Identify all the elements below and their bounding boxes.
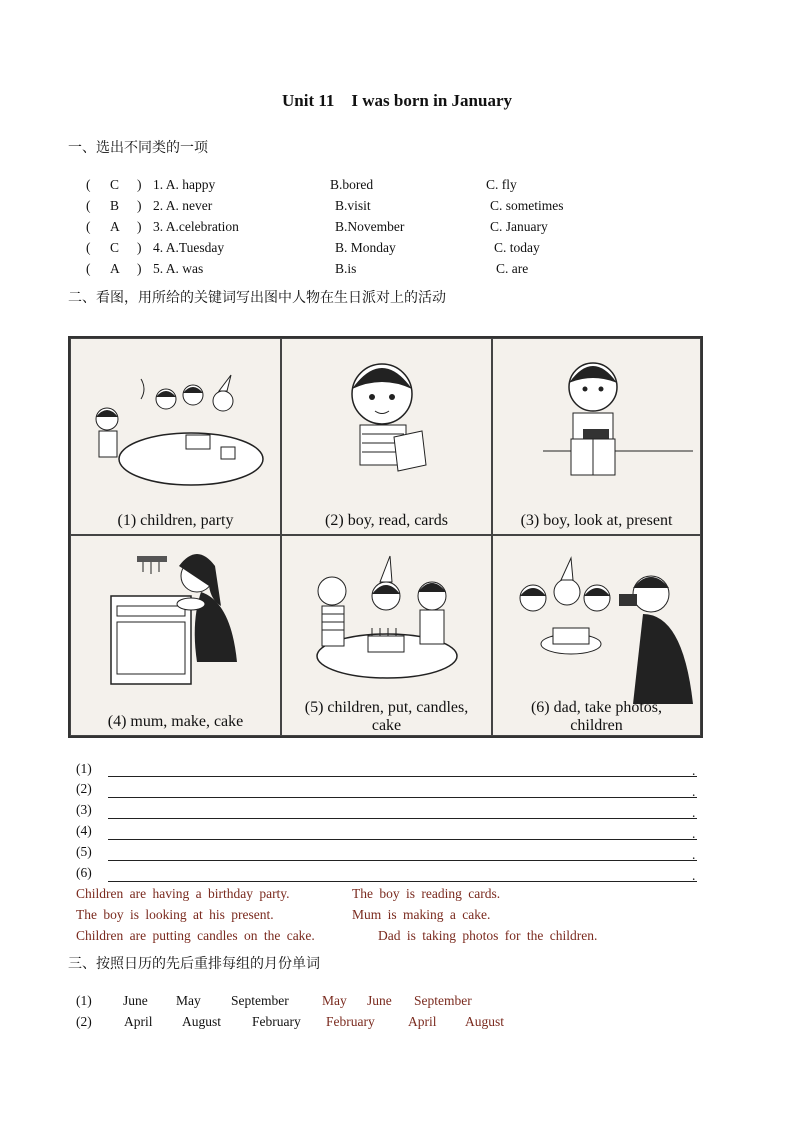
option-a: 5. A. was: [153, 261, 204, 276]
option-c: C. are: [496, 261, 529, 276]
month-word: April: [124, 1014, 153, 1029]
month-answer: August: [465, 1014, 505, 1029]
picture-2: [281, 338, 492, 535]
mum-cake-illustration: [71, 536, 281, 711]
option-b: B.visit: [335, 198, 371, 213]
answer-sentence: Children are having a birthday party.: [76, 886, 290, 901]
writing-line[interactable]: [108, 881, 697, 882]
month-answer: June: [367, 993, 392, 1008]
paren-open: (: [86, 261, 91, 276]
picture-3: [492, 338, 701, 535]
option-a: 1. A. happy: [153, 177, 216, 192]
writing-line[interactable]: [108, 839, 697, 840]
writing-line[interactable]: [108, 860, 697, 861]
paren-close: ): [137, 177, 142, 192]
section3-heading: 三、按照日历的先后重排每组的月份单词: [68, 956, 320, 972]
answer: C: [110, 177, 120, 192]
caption-line-1: (6) dad, take photos,: [530, 699, 663, 716]
option-c: C. today: [494, 240, 540, 255]
writing-line[interactable]: [108, 797, 697, 798]
group-label: (1): [76, 993, 92, 1008]
answer: A: [110, 261, 120, 276]
option-a: 3. A.celebration: [153, 219, 239, 234]
section1-heading: 一、选出不同类的一项: [68, 140, 208, 156]
page-title: Unit 11 I was born in January: [281, 91, 513, 110]
option-b: B.is: [335, 261, 357, 276]
blank-label: (6): [76, 865, 92, 880]
month-word: September: [231, 993, 289, 1008]
answer: B: [110, 198, 120, 213]
line-period: .: [692, 826, 696, 841]
answer-sentence: The boy is looking at his present.: [76, 907, 274, 922]
month-answer: September: [414, 993, 472, 1008]
blank-label: (2): [76, 781, 92, 796]
answer-sentence: Children are putting candles on the cake.: [76, 928, 315, 943]
blank-label: (4): [76, 823, 92, 838]
option-a: 4. A.Tuesday: [153, 240, 225, 255]
paren-open: (: [86, 198, 91, 213]
picture-6: [492, 535, 701, 736]
option-b: B.bored: [330, 177, 374, 192]
paren-close: ): [137, 240, 142, 255]
line-period: .: [692, 805, 696, 820]
answer-sentence: Dad is taking photos for the children.: [378, 928, 598, 943]
picture-1: [70, 338, 281, 535]
paren-close: ): [137, 261, 142, 276]
caption-line-2: children: [570, 717, 623, 734]
line-period: .: [692, 784, 696, 799]
candles-illustration: [282, 536, 492, 711]
line-period: .: [692, 763, 696, 778]
option-b: B.November: [335, 219, 405, 234]
option-c: C. fly: [486, 177, 517, 192]
picture-5: [281, 535, 492, 736]
option-a: 2. A. never: [153, 198, 213, 213]
option-c: C. sometimes: [490, 198, 564, 213]
paren-open: (: [86, 219, 91, 234]
paren-open: (: [86, 240, 91, 255]
option-b: B. Monday: [335, 240, 396, 255]
paren-close: ): [137, 219, 142, 234]
blank-label: (3): [76, 802, 92, 817]
month-answer: April: [408, 1014, 437, 1029]
party-illustration: [71, 339, 281, 514]
month-word: June: [123, 993, 148, 1008]
boy-present-illustration: [493, 339, 701, 514]
month-word: August: [182, 1014, 222, 1029]
picture-grid: [68, 336, 703, 738]
blank-label: (5): [76, 844, 92, 859]
blank-label: (1): [76, 761, 92, 776]
month-answer: February: [326, 1014, 375, 1029]
group-label: (2): [76, 1014, 92, 1029]
picture-4: [70, 535, 281, 736]
picture-caption: (4) mum, make, cake: [107, 713, 244, 730]
picture-caption: (3) boy, look at, present: [520, 512, 673, 529]
photos-illustration: [493, 536, 701, 711]
caption-line-1: (5) children, put, candles,: [304, 699, 469, 716]
answer-sentence: The boy is reading cards.: [352, 886, 501, 901]
picture-caption: (1) children, party: [117, 512, 234, 529]
picture-caption: [493, 699, 700, 735]
answer-sentence: Mum is making a cake.: [352, 907, 491, 922]
caption-line-2: cake: [371, 717, 402, 734]
option-c: C. January: [490, 219, 548, 234]
section2-heading: 二、看图，用所给的关键词写出图中人物在生日派对上的活动: [68, 290, 446, 306]
month-answer: May: [322, 993, 347, 1008]
answer: C: [110, 240, 120, 255]
paren-close: ): [137, 198, 142, 213]
picture-caption: [282, 699, 491, 735]
line-period: .: [692, 868, 696, 883]
month-word: February: [252, 1014, 301, 1029]
paren-open: (: [86, 177, 91, 192]
writing-line[interactable]: [108, 776, 697, 777]
answer: A: [110, 219, 120, 234]
boy-reading-illustration: [282, 339, 492, 514]
writing-line[interactable]: [108, 818, 697, 819]
month-word: May: [176, 993, 201, 1008]
picture-caption: (2) boy, read, cards: [325, 512, 448, 529]
line-period: .: [692, 847, 696, 862]
